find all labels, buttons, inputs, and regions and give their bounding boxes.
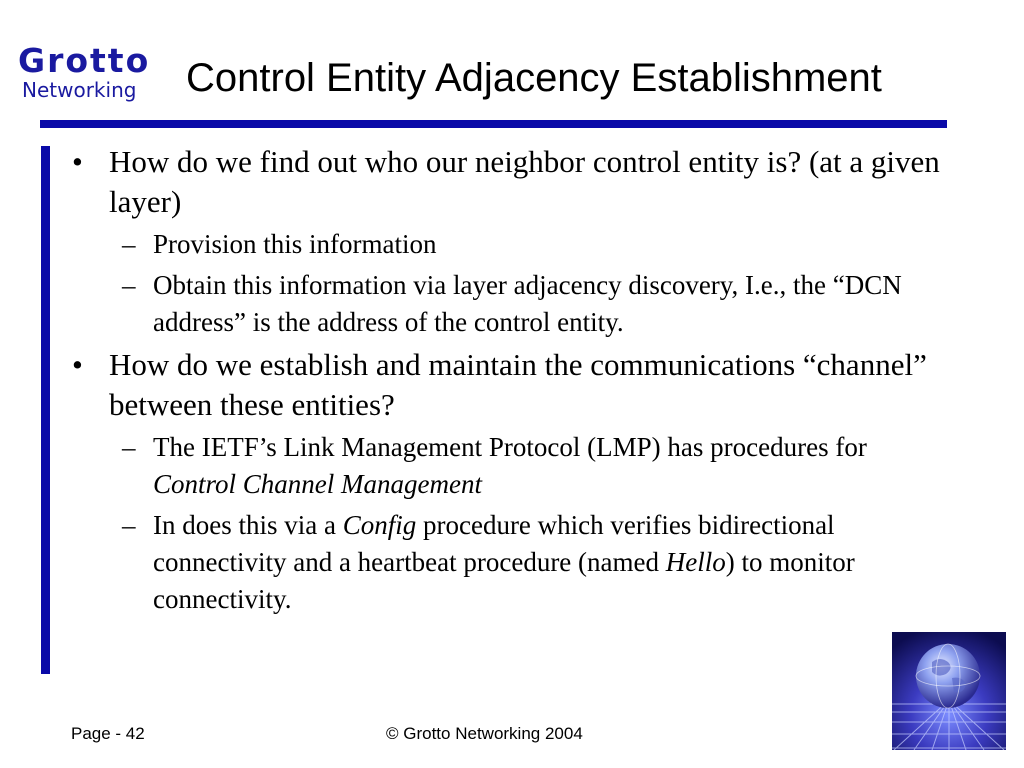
sub-bullet-text: In does this via a [153,510,343,540]
sub-bullet-text: ) to monitor connectivity. [153,547,855,614]
bullet-marker: • [72,347,83,382]
italic-term: Config [342,510,417,540]
bullet-text: How do we find out who our neighbor control entity is? (at a given layer) [109,144,940,219]
sub-bullet-1-1 [72,226,952,263]
globe-grid-icon [892,632,1006,750]
sub-bullet-text: The IETF’s Link Management Protocol (LMP) has procedures for [153,432,867,462]
sub-bullet-text: procedure which verifies bidirectional connectivity and a heartbeat procedure (named [153,510,835,577]
italic-term: Hello [665,547,726,577]
dash-marker: – [122,510,136,540]
logo-networking-text: Networking [22,78,137,102]
page-number: Page - 42 [71,724,145,743]
bullet-2 [72,345,952,425]
dash-marker: – [122,432,136,462]
sub-bullet-text: Obtain this information via layer adjacency discovery, I.e., the “DCN address” is the address of the control entity. [153,270,902,337]
bullet-text: How do we establish and maintain the communications “channel” between these entities? [109,347,927,422]
copyright-text: © Grotto Networking 2004 [386,724,583,743]
logo [18,41,168,102]
bullet-1 [72,142,952,222]
dash-marker: – [122,270,136,300]
sub-bullet-1-2 [72,267,952,341]
slide-title: Control Entity Adjacency Establishment [186,56,882,100]
title-underline [40,120,947,128]
logo-grotto-text: Grotto [18,41,151,80]
sub-bullet-2-2 [72,507,952,618]
slide-body [72,142,952,622]
dash-marker: – [122,229,136,259]
sub-bullet-text: Provision this information [153,229,437,259]
bullet-marker: • [72,144,83,179]
left-accent-bar [41,146,50,674]
italic-term: Control Channel Management [153,469,482,499]
sub-bullet-2-1 [72,429,952,503]
